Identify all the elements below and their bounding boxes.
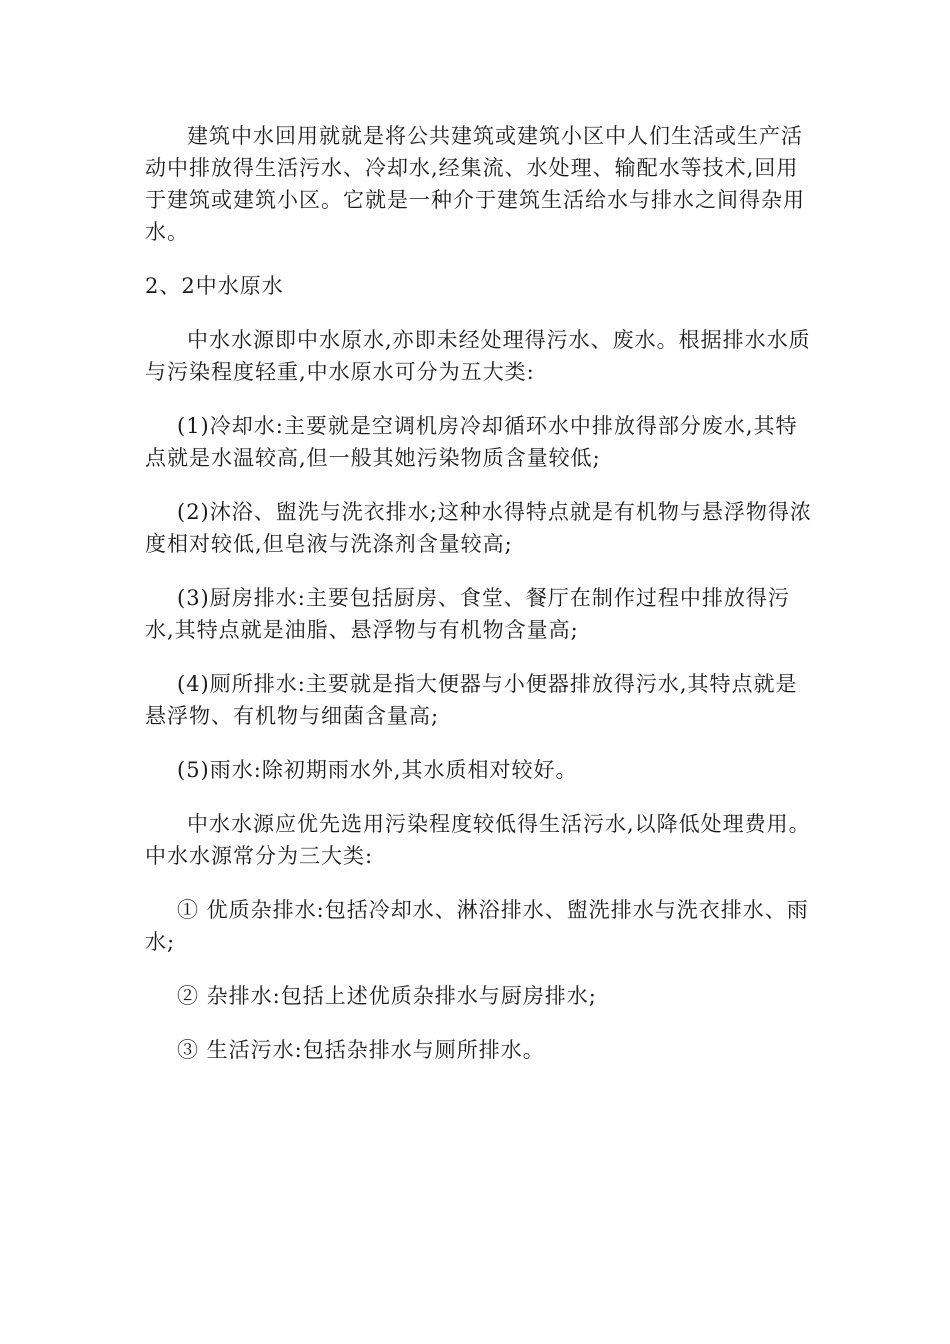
category-kitchen: (3)厨房排水:主要包括厨房、食堂、餐厅在制作过程中排放得污水,其特点就是油脂、悬浮物与有机物含量高; (145, 586, 790, 642)
intro-paragraph: 建筑中水回用就就是将公共建筑或建筑小区中人们生活或生产活动中排放得生活污水、冷却水,经集流、水处理、输配水等技术,回用于建筑或建筑小区。它就是一种介于建筑生活给水与排水之间得杂用水。 (145, 124, 805, 244)
category-cooling-water: (1)冷却水:主要就是空调机房冷却循环水中排放得部分废水,其特点就是水温较高,但一般其她污染物质含量较低; (145, 414, 798, 470)
category-toilet: (4)厕所排水:主要就是指大便器与小便器排放得污水,其特点就是悬浮物、有机物与细菌含量高; (145, 672, 798, 728)
class-domestic-sewage: ③ 生活污水:包括杂排水与厕所排水。 (177, 1038, 545, 1062)
section-heading: 2、2中水原水 (145, 274, 284, 298)
category-rainwater: (5)雨水:除初期雨水外,其水质相对较好。 (177, 758, 578, 782)
document-body (145, 120, 815, 1088)
class-high-quality-greywater: ① 优质杂排水:包括冷却水、淋浴排水、盥洗排水与洗衣排水、雨水; (145, 898, 809, 954)
class-greywater: ② 杂排水:包括上述优质杂排水与厨房排水; (177, 984, 597, 1008)
category-bathing-washing: (2)沐浴、盥洗与洗衣排水;这种水得特点就是有机物与悬浮物得浓度相对较低,但皂液与洗涤剂含量较高; (145, 500, 812, 556)
priority-intro-paragraph: 中水水源应优先选用污染程度较低得生活污水,以降低处理费用。中水水源常分为三大类: (145, 812, 811, 868)
source-intro-paragraph: 中水水源即中水原水,亦即未经处理得污水、废水。根据排水水质与污染程度轻重,中水原水可分为五大类: (145, 328, 811, 384)
